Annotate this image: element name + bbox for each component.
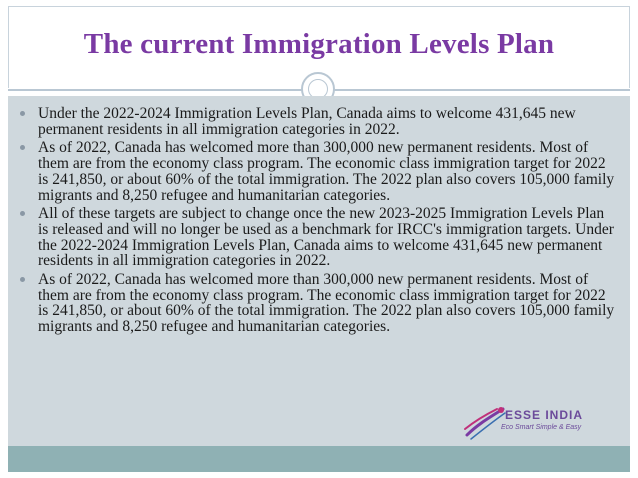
rocket-swoosh-icon xyxy=(463,403,507,443)
content-area xyxy=(8,96,630,446)
bullet-dot-icon xyxy=(20,211,25,216)
bullet-text: All of these targets are subject to change once the new 2023-2025 Immigration Levels Plan is released and will no longer be used as a benchmark for IRCC's immigration targets. Under the 2022-2024 Immigration Levels Plan, Canada aims to welcome 431,645 new permanent residents in all immigration categories in 2022. xyxy=(38,205,614,270)
bullet-item xyxy=(18,140,618,203)
bullet-item xyxy=(18,106,618,137)
bullet-dot-icon xyxy=(20,145,25,150)
bullet-text: As of 2022, Canada has welcomed more than 300,000 new permanent residents. Most of them are from the economy class program. The economic class immigration target for 2022 is 241,850, or about 60% of the total immigration. The 2022 plan also covers 105,000 family migrants and 8,250 refugee and humanitarian categories. xyxy=(38,139,615,204)
bullet-dot-icon xyxy=(20,111,25,116)
bullet-item xyxy=(18,272,618,335)
bullet-dot-icon xyxy=(20,277,25,282)
slide-title: The current Immigration Levels Plan xyxy=(83,28,555,60)
bullet-list xyxy=(18,106,618,338)
esse-india-logo xyxy=(463,403,613,443)
bullet-item xyxy=(18,206,618,269)
logo-name: ESSE INDIA xyxy=(505,408,584,422)
bullet-text: Under the 2022-2024 Immigration Levels Plan, Canada aims to welcome 431,645 new permanent residents in all immigration categories in 2022. xyxy=(38,105,576,138)
bullet-text: As of 2022, Canada has welcomed more than 300,000 new permanent residents. Most of them are from the economy class program. The economic class immigration target for 2022 is 241,850, or about 60% of the total immigration. The 2022 plan also covers 105,000 family migrants and 8,250 refugee and humanitarian categories. xyxy=(38,271,615,336)
logo-tagline: Eco Smart Simple & Easy xyxy=(501,424,582,431)
bottom-bar xyxy=(8,446,630,472)
